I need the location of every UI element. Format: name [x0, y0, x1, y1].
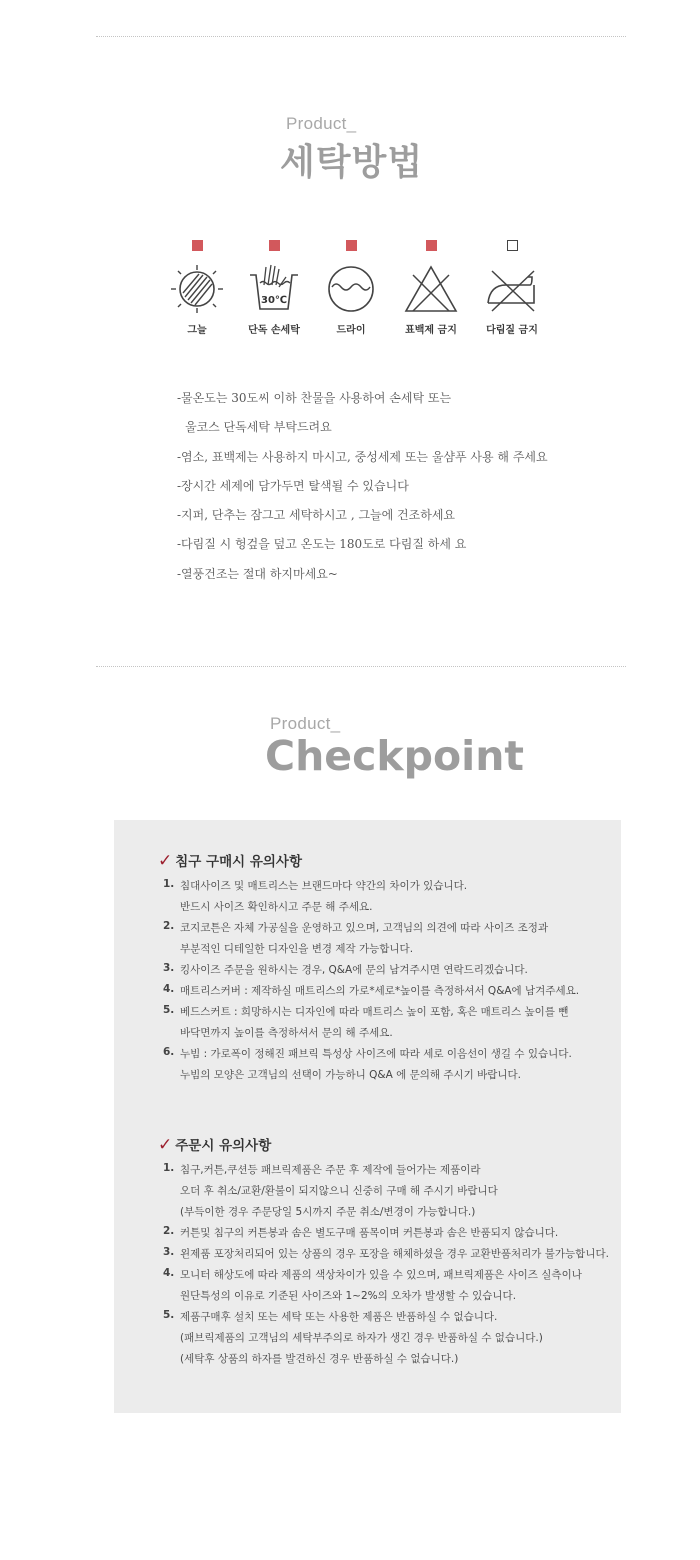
checked-box-icon — [269, 240, 280, 251]
instruction-line: -염소, 표백제는 사용하지 마시고, 중성세제 또는 울샴푸 사용 해 주세요 — [177, 449, 548, 464]
item-line: 킹사이즈 주문을 원하시는 경우, Q&A에 문의 남겨주시면 연락드리겠습니다. — [180, 964, 528, 976]
bedding-heading-text: 침구 구매시 유의사항 — [175, 854, 303, 870]
item-line: (세탁후 상품의 하자를 발견하신 경우 반품하실 수 없습니다.) — [180, 1353, 459, 1365]
checkmark-icon: ✓ — [158, 1135, 173, 1155]
order-heading — [158, 1134, 271, 1155]
order-heading-text: 주문시 유의사항 — [175, 1138, 272, 1154]
shade-dry-icon — [169, 263, 225, 315]
instruction-line: 울코스 단독세탁 부탁드려요 — [185, 420, 332, 435]
washing-eyebrow: Product_ — [286, 114, 357, 133]
care-label: 다림질 금지 — [486, 325, 538, 336]
item-number: 3. — [163, 1246, 175, 1258]
care-item-no-iron — [472, 240, 552, 336]
item-number: 3. — [163, 962, 175, 974]
item-number: 4. — [163, 983, 175, 995]
checked-box-icon — [192, 240, 203, 251]
item-line: 누빔 : 가로폭이 정해진 패브릭 특성상 사이즈에 따라 세로 이음선이 생길 수 있습니다. — [180, 1048, 572, 1060]
item-number: 5. — [163, 1004, 175, 1016]
dry-clean-icon — [323, 263, 379, 315]
item-line: (부득이한 경우 주문당일 5시까지 주문 취소/변경이 가능합니다.) — [180, 1206, 476, 1218]
unchecked-box-icon — [507, 240, 518, 251]
item-number: 4. — [163, 1267, 175, 1279]
item-line: 베드스커트 : 희망하시는 디자인에 따라 매트리스 높이 포함, 혹은 매트리스 높이를 뺀 — [180, 1006, 569, 1018]
hand-wash-30-icon — [246, 263, 302, 315]
care-label: 표백제 금지 — [405, 325, 457, 336]
svg-text:30℃: 30℃ — [260, 295, 288, 306]
item-line: 바닥면까지 높이를 측정하셔서 문의 해 주세요. — [180, 1027, 393, 1039]
item-line: 원단특성의 이유로 기준된 사이즈와 1~2%의 오차가 발생할 수 있습니다. — [180, 1290, 517, 1302]
checkmark-icon: ✓ — [158, 851, 173, 871]
checkpoint-title: Checkpoint — [265, 732, 525, 780]
item-number: 2. — [163, 920, 175, 932]
item-line: 코지코튼은 자체 가공실을 운영하고 있으며, 고객님의 의견에 따라 사이즈 조정과 — [180, 922, 549, 934]
instruction-line: -물온도는 30도씨 이하 찬물을 사용하여 손세탁 또는 — [177, 391, 452, 405]
instruction-line: -지퍼, 단추는 잠그고 세탁하시고 , 그늘에 건조하세요 — [177, 508, 456, 523]
item-line: 매트리스커버 : 제작하실 매트리스의 가로*세로*높이를 측정하셔서 Q&A에 남겨주세요. — [180, 985, 580, 997]
item-line: 제품구매후 설치 또는 세탁 또는 사용한 제품은 반품하실 수 없습니다. — [180, 1311, 498, 1323]
checked-box-icon — [346, 240, 357, 251]
no-iron-icon — [484, 263, 540, 315]
item-line: 오더 후 취소/교환/환불이 되지않으니 신중히 구매 해 주시기 바랍니다 — [180, 1185, 498, 1197]
care-label: 드라이 — [336, 325, 366, 336]
care-item-shade-dry — [157, 240, 237, 336]
item-line: 커튼및 침구의 커튼봉과 솜은 별도구매 품목이며 커튼봉과 솜은 반품되지 않습니다. — [180, 1227, 559, 1239]
instruction-line: -다림질 시 헝겊을 덮고 온도는 180도로 다림질 하세 요 — [177, 537, 467, 552]
instruction-line: -열풍건조는 절대 하지마세요~ — [177, 566, 338, 581]
care-item-dry-clean — [311, 240, 391, 336]
item-line: 누빔의 모양은 고객님의 선택이 가능하니 Q&A 에 문의해 주시기 바랍니다. — [180, 1069, 522, 1081]
washing-title: 세탁방법 — [280, 142, 424, 183]
checkpoint-eyebrow: Product_ — [270, 714, 341, 733]
item-line: 모니터 해상도에 따라 제품의 색상차이가 있을 수 있으며, 패브릭제품은 사이즈 실측이나 — [180, 1269, 582, 1281]
item-line: 침구,커튼,쿠션등 패브릭제품은 주문 후 제작에 들어가는 제품이라 — [180, 1164, 481, 1176]
washing-instructions — [177, 388, 548, 593]
checkpoint-panel — [114, 820, 621, 1413]
item-number: 5. — [163, 1309, 175, 1321]
care-label: 단독 손세탁 — [248, 325, 300, 336]
checked-box-icon — [426, 240, 437, 251]
item-line: 왼제품 포장처리되어 있는 상품의 경우 포장을 해체하셨을 경우 교환반품처리가 불가능합니다. — [180, 1248, 609, 1260]
item-number: 1. — [163, 1162, 175, 1174]
care-item-hand-wash — [234, 240, 314, 336]
item-line: 반드시 사이즈 확인하시고 주문 해 주세요. — [180, 901, 373, 913]
item-line: (패브릭제품의 고객님의 세탁부주의로 하자가 생긴 경우 반품하실 수 없습니다.) — [180, 1332, 543, 1344]
item-number: 1. — [163, 878, 175, 890]
divider-middle — [96, 666, 626, 667]
item-line: 부분적인 디테일한 디자인을 변경 제작 가능합니다. — [180, 943, 414, 955]
item-number: 6. — [163, 1046, 175, 1058]
divider-top — [96, 36, 626, 37]
care-label: 그늘 — [187, 325, 207, 336]
instruction-line: -장시간 세제에 담가두면 탈색될 수 있습니다 — [177, 478, 409, 493]
no-bleach-icon — [403, 263, 459, 315]
item-line: 침대사이즈 및 매트리스는 브랜드마다 약간의 차이가 있습니다. — [180, 880, 468, 892]
bedding-heading — [158, 850, 302, 871]
care-item-no-bleach — [391, 240, 471, 336]
item-number: 2. — [163, 1225, 175, 1237]
